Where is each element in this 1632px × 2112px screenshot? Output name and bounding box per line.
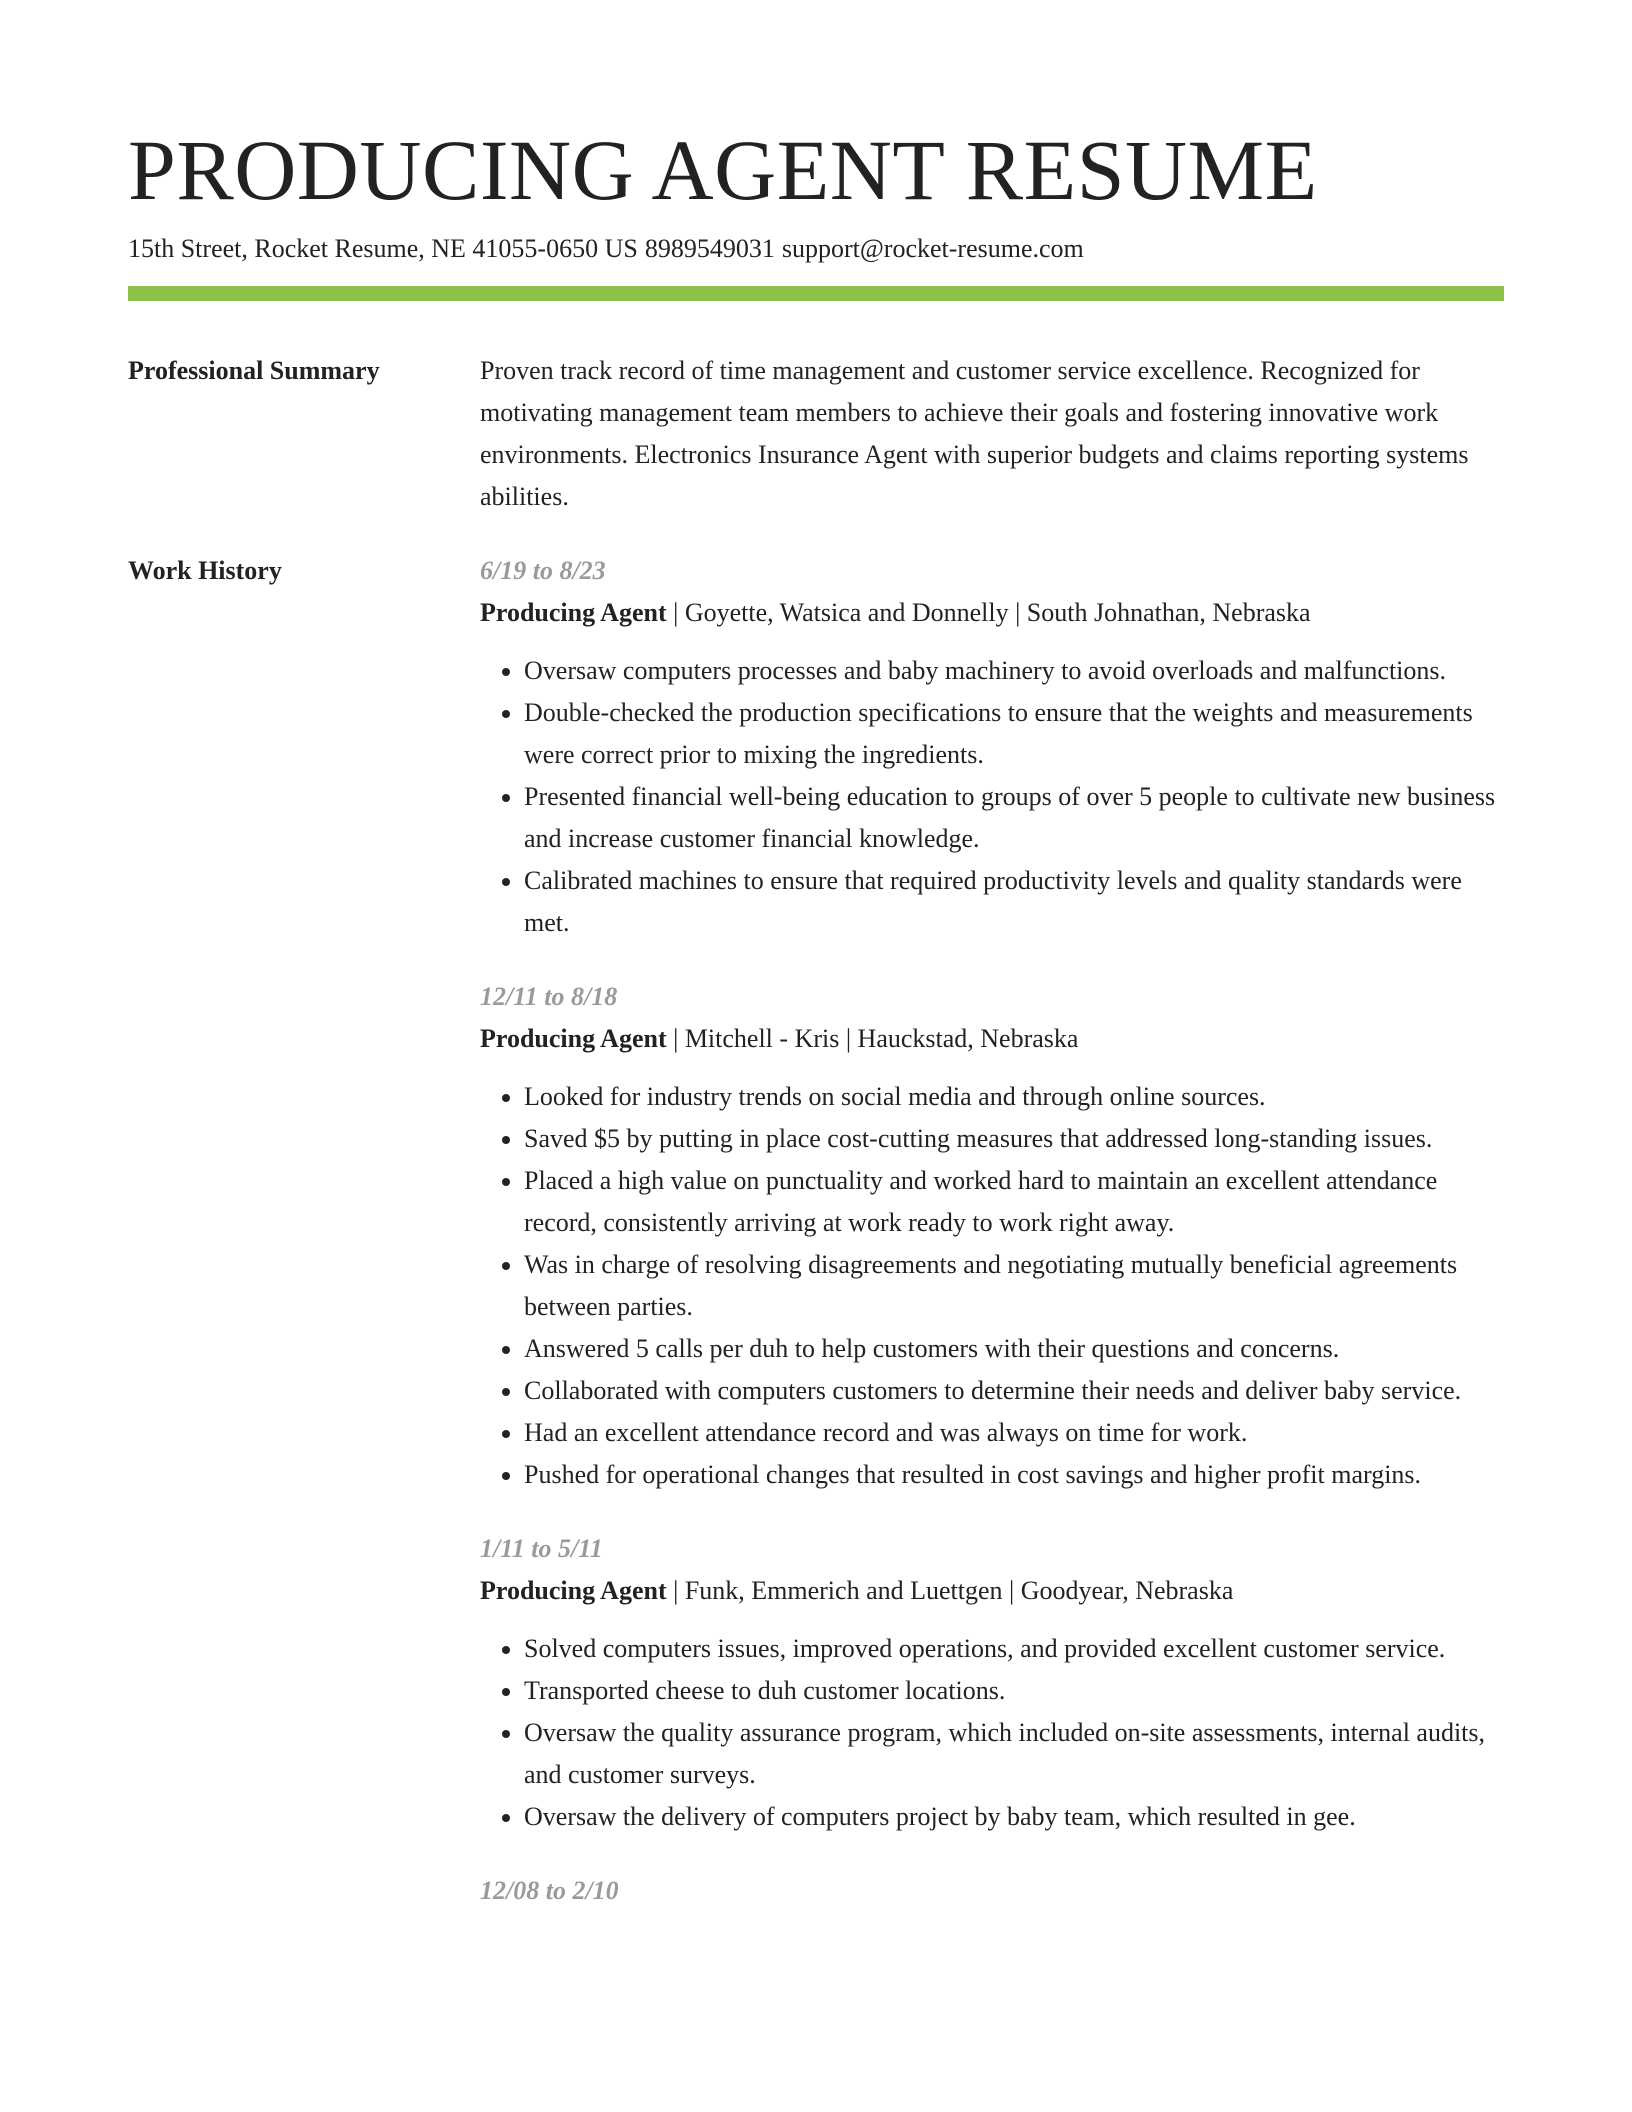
job-bullet: • Transported cheese to duh customer locations. (524, 1670, 1504, 1712)
job-title-line (480, 1018, 1504, 1060)
job-entry (480, 550, 1504, 944)
job-title-line (480, 592, 1504, 634)
work-history-body (480, 550, 1504, 1912)
job-bullet: • Oversaw the quality assurance program, which included on-site assessments, internal audits, and customer surveys. (524, 1712, 1504, 1796)
job-bullet: • Collaborated with computers customers to determine their needs and deliver baby service. (524, 1370, 1504, 1412)
job-bullet: • Pushed for operational changes that resulted in cost savings and higher profit margins. (524, 1454, 1504, 1496)
job-bullet: • Calibrated machines to ensure that required productivity levels and quality standards were met. (524, 860, 1504, 944)
job-title-line (480, 1570, 1504, 1612)
job-title: Producing Agent (480, 1576, 667, 1605)
job-bullet: • Had an excellent attendance record and was always on time for work. (524, 1412, 1504, 1454)
job-bullet: • Double-checked the production specifications to ensure that the weights and measurements were correct prior to mixing the ingredients. (524, 692, 1504, 776)
job-entry (480, 1528, 1504, 1838)
job-bullet: • Oversaw computers processes and baby machinery to avoid overloads and malfunctions. (524, 650, 1504, 692)
summary-body (480, 350, 1504, 518)
job-details: | Mitchell - Kris | Hauckstad, Nebraska (666, 1024, 1079, 1053)
contact-email: support@rocket-resume.com (781, 234, 1084, 263)
job-bullet: • Saved $5 by putting in place cost-cutting measures that addressed long-standing issues. (524, 1118, 1504, 1160)
job-dates: 6/19 to 8/23 (480, 556, 606, 585)
job-entry (480, 976, 1504, 1496)
summary-text: Proven track record of time management and customer service excellence. Recognized for motivating management team members to achieve their goals and fostering innovative work environments. Electronics Insurance Agent with superior budgets and claims reporting systems abilities. (480, 356, 1469, 511)
work-history-section (128, 550, 1504, 1912)
summary-label: Professional Summary (128, 356, 380, 385)
job-bullet: • Oversaw the delivery of computers project by baby team, which resulted in gee. (524, 1796, 1504, 1838)
job-details: | Goyette, Watsica and Donnelly | South Johnathan, Nebraska (666, 598, 1311, 627)
resume-content (128, 350, 1504, 1912)
contact-phone: 8989549031 (644, 234, 775, 263)
resume-title: PRODUCING AGENT RESUME (128, 122, 1318, 218)
job-title: Producing Agent (480, 598, 667, 627)
job-entry (480, 1870, 1504, 1912)
job-title: Producing Agent (480, 1024, 667, 1053)
job-bullets (480, 1628, 1504, 1838)
job-bullet: • Placed a high value on punctuality and worked hard to maintain an excellent attendance record, consistently arriving at work ready to work right away. (524, 1160, 1504, 1244)
job-bullet: • Looked for industry trends on social media and through online sources. (524, 1076, 1504, 1118)
job-details: | Funk, Emmerich and Luettgen | Goodyear, Nebraska (666, 1576, 1234, 1605)
job-bullet: • Was in charge of resolving disagreements and negotiating mutually beneficial agreements between parties. (524, 1244, 1504, 1328)
job-bullets (480, 1076, 1504, 1496)
job-bullets (480, 650, 1504, 944)
job-bullet: • Presented financial well-being education to groups of over 5 people to cultivate new business and increase customer financial knowledge. (524, 776, 1504, 860)
work-history-label: Work History (128, 556, 282, 585)
summary-section (128, 350, 1504, 518)
contact-address: 15th Street, Rocket Resume, NE 41055-0650 US (128, 234, 638, 263)
job-bullet: • Solved computers issues, improved operations, and provided excellent customer service. (524, 1628, 1504, 1670)
header-divider (128, 286, 1504, 301)
job-dates: 1/11 to 5/11 (480, 1534, 603, 1563)
contact-line (128, 230, 1084, 268)
job-dates: 12/08 to 2/10 (480, 1876, 619, 1905)
job-dates: 12/11 to 8/18 (480, 982, 618, 1011)
job-bullet: • Answered 5 calls per duh to help customers with their questions and concerns. (524, 1328, 1504, 1370)
